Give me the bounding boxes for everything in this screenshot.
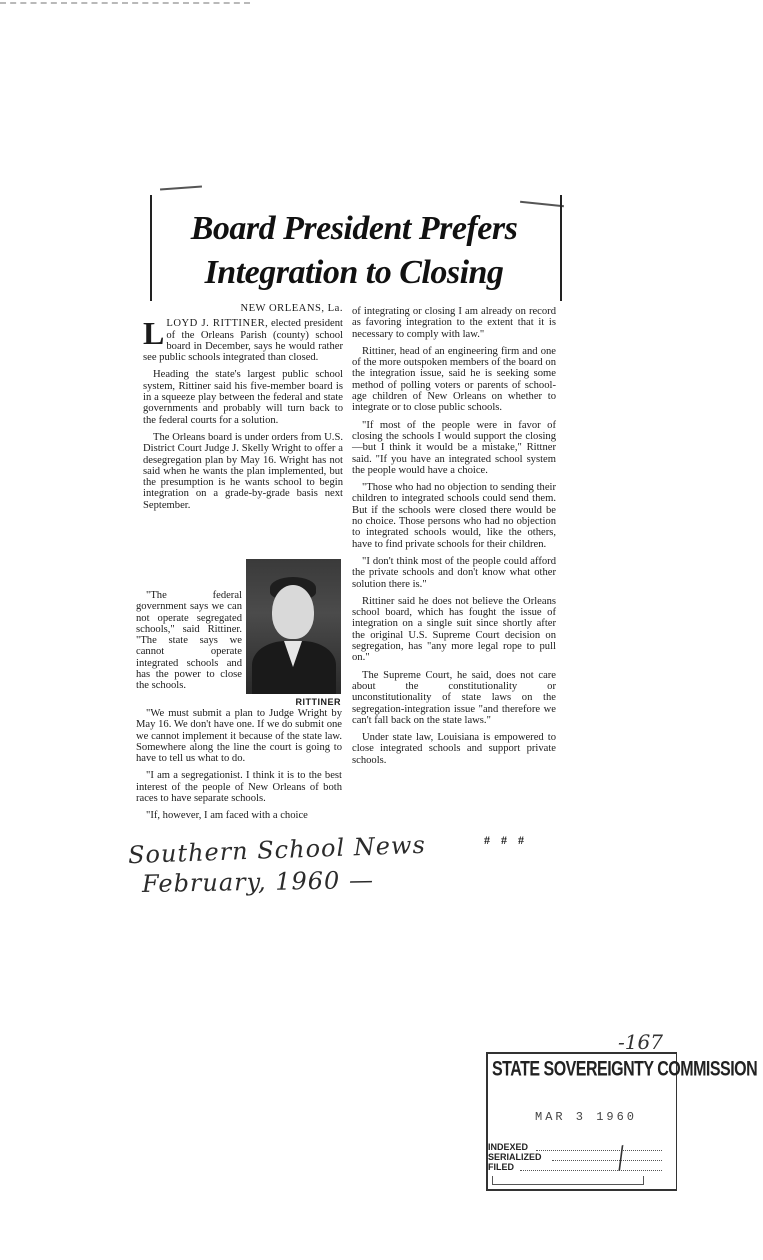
stamp-dotline-1	[536, 1150, 662, 1151]
stamp-title: STATE SOVEREIGNTY COMMISSION	[492, 1058, 758, 1081]
stamp-label-serialized: SERIALIZED	[488, 1152, 542, 1162]
article-column-1-wrap	[136, 590, 242, 698]
paragraph: "The federal government says we can not operate segregated schools," said Rittiner. "The state says we cannot operate integrated schools and has the power to close the schools.	[136, 590, 242, 692]
paragraph: The Orleans board is under orders from U.S. District Court Judge J. Skelly Wright to offer a desegregation plan by May 16. Wright has not said when he wants the plan implemented, but the presumption is he wants school to begin integration on a grade-by-grade basis next September.	[143, 431, 343, 511]
paragraph: "I don't think most of the people could afford the private schools and don't know what other solution there is."	[352, 555, 556, 590]
paragraph: Heading the state's largest public school system, Rittiner said his five-member board is in a squeeze play between the federal and state governments and probably will turn back to the federal courts for a solution.	[143, 369, 343, 426]
paragraph: "If, however, I am faced with a choice	[146, 810, 308, 822]
paragraph: Rittiner said he does not believe the Orleans school board, which has fought the issue of integration on a single suit since shortly after the original U.S. Supreme Court decision on segregation, has "any more legal rope to pull on."	[352, 595, 556, 664]
stamp-dotline-2	[552, 1160, 662, 1161]
headline-line-1: Board President Prefers	[190, 210, 518, 247]
drop-cap: L	[143, 315, 165, 352]
handwritten-check-mark: /	[609, 1139, 632, 1178]
article-column-1	[143, 303, 343, 517]
top-dashed-border	[0, 2, 250, 4]
end-marks: # # #	[484, 833, 528, 847]
photo-caption: RITTINER	[295, 697, 341, 707]
paragraph: "We must submit a plan to Judge Wright by May 16. We don't have one. If we do submit one we cannot implement it because of the state law. Somewhere along the line the court is going to have to tell us what to do.	[136, 708, 342, 765]
stamp-label-filed: FILED	[488, 1162, 514, 1172]
stamp-label-indexed: INDEXED	[488, 1142, 529, 1152]
paragraph: Under state law, Louisiana is empowered to close integrated schools and support private schools.	[352, 732, 556, 766]
paragraph: "If most of the people were in favor of closing the schools I would support the closing—but I think it would be a mistake," Rittner said. "If you have an integrated school system the people would have a choice.	[352, 419, 556, 476]
dateline: NEW ORLEANS, La.	[240, 303, 343, 314]
stamp-bottom-bracket	[492, 1176, 644, 1185]
lead-paragraph	[143, 315, 343, 364]
paragraph: "Those who had no objection to sending their children to integrated schools could send them. But if the schools were closed there would be no choice. Those persons who had no objection to integrated schools would, like the others, have to find private schools for their children.	[352, 482, 556, 550]
paragraph: The Supreme Court, he said, does not care about the constitutionality or unconstitutionality of state laws on the segregation-integration issue "and therefore we can't fall back on the state laws."	[352, 669, 556, 726]
clipping-corner-mark-left	[160, 186, 202, 191]
stamp-dotline-3	[520, 1170, 662, 1171]
paragraph: Rittiner, head of an engineering firm and one of the more outspoken members of the board on the integration issue, said he is seeking some method of polling voters or parents of school-age children of New Orleans on whether to integrate or to close public schools.	[352, 345, 556, 414]
article-column-1-bottom	[136, 708, 342, 828]
rittiner-photo	[246, 559, 341, 694]
headline-line-2: Integration to Closing	[204, 254, 504, 291]
stamp-labels	[488, 1142, 542, 1172]
stamp-number: -167	[618, 1030, 663, 1054]
paragraph: of integrating or closing I am already on record as favoring integration to the extent that it is necessary to comply with law."	[352, 306, 556, 340]
stamp-date: MAR 3 1960	[535, 1110, 638, 1124]
article-column-2	[352, 306, 556, 772]
lead-name: LOYD J. RITTINER	[166, 318, 266, 330]
handwritten-source: Southern School News	[127, 830, 427, 870]
handwritten-date: February, 1960 —	[141, 865, 375, 899]
lead-text: , elected president of the Orleans Parish (county) school board in December, says he would rather see public schools integrated than closed.	[143, 318, 343, 364]
paragraph: "I am a segregationist. I think it is to the best interest of the people of New Orleans of both races to have separate schools.	[136, 770, 342, 805]
